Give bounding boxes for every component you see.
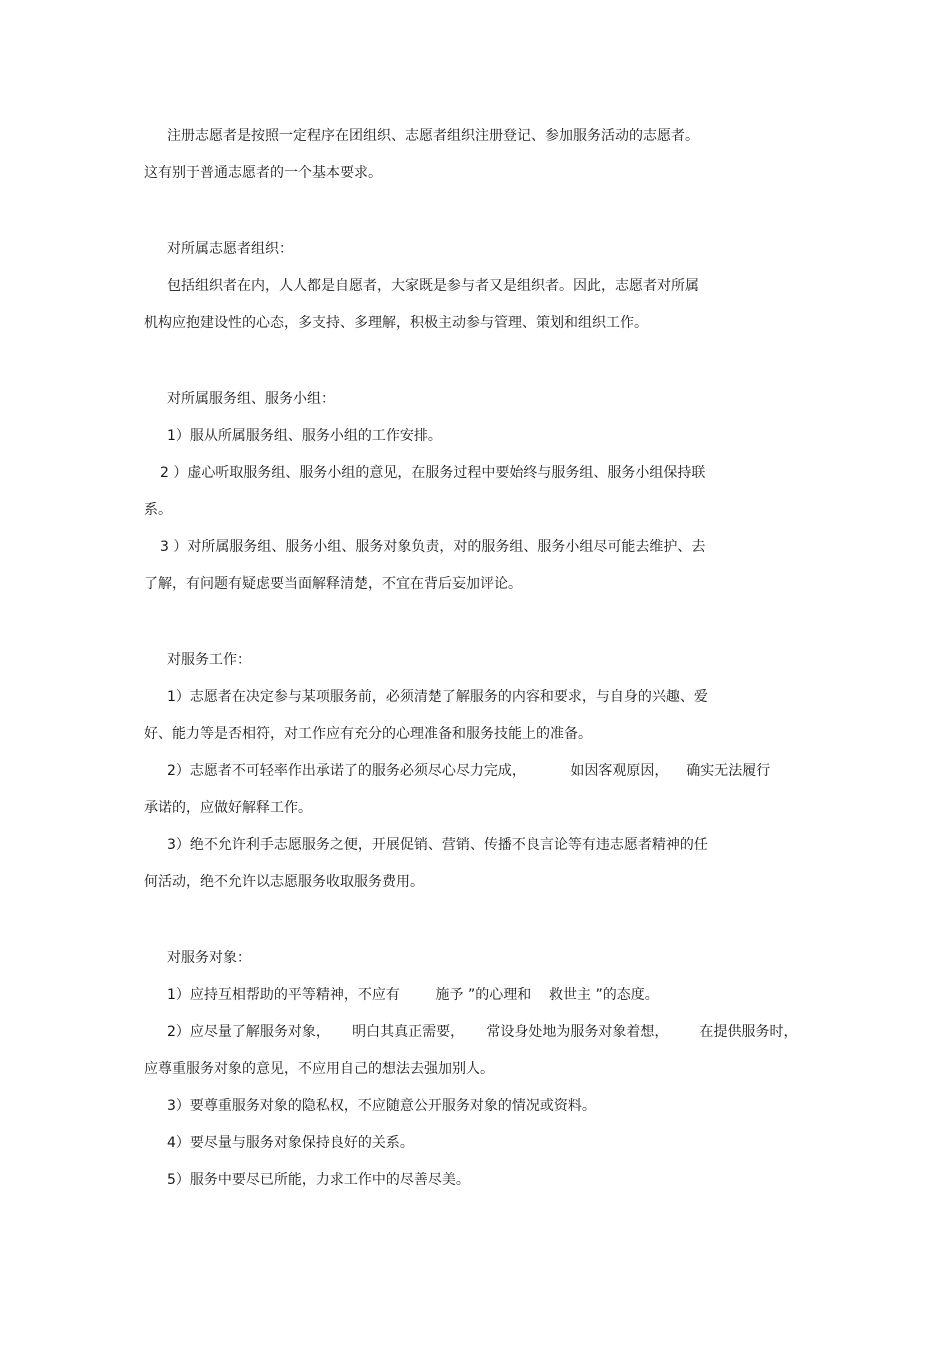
intro-line-2: 这有别于普通志愿者的一个基本要求。 <box>144 165 382 181</box>
service-group-item-3-cont: 了解，有问题有疑虑要当面解释清楚，不宜在背后妄加评论。 <box>144 576 522 592</box>
service-work-item-1-cont: 好、能力等是否相符，对工作应有充分的心理准备和服务技能上的准备。 <box>144 726 592 742</box>
section-heading-service-object: 对服务对象： <box>167 950 251 966</box>
service-group-item-3: 3 ）对所属服务组、服务小组、服务对象负责，对的服务组、服务小组尽可能去维护、去 <box>160 539 706 555</box>
section-heading-service-work: 对服务工作： <box>167 652 251 668</box>
intro-line-1: 注册志愿者是按照一定程序在团组织、志愿者组织注册登记、参加服务活动的志愿者。 <box>167 128 699 144</box>
service-object-item-5: 5）服务中要尽已所能，力求工作中的尽善尽美。 <box>167 1172 470 1188</box>
service-work-item-1: 1）志愿者在决定参与某项服务前，必须清楚了解服务的内容和要求，与自身的兴趣、爱 <box>167 689 708 705</box>
service-object-item-2-cont: 应尊重服务对象的意见，不应用自己的想法去强加别人。 <box>144 1061 494 1077</box>
service-group-item-2: 2 ）虚心听取服务组、服务小组的意见，在服务过程中要始终与服务组、服务小组保持联 <box>160 465 706 481</box>
service-work-item-3: 3）绝不允许利手志愿服务之便，开展促销、营销、传播不良言论等有违志愿者精神的任 <box>167 837 708 853</box>
organization-line-1: 包括组织者在内，人人都是自愿者，大家既是参与者又是组织者。因此，志愿者对所属 <box>167 278 699 294</box>
service-work-item-2-cont: 承诺的，应做好解释工作。 <box>144 800 312 816</box>
section-heading-organization: 对所属志愿者组织： <box>167 241 293 257</box>
section-heading-service-group: 对所属服务组、服务小组： <box>167 391 335 407</box>
service-group-item-1: 1）服从所属服务组、服务小组的工作安排。 <box>167 428 442 444</box>
service-work-item-2: 2）志愿者不可轻率作出承诺了的服务必须尽心尽力完成， 如因客观原因， 确实无法履行 <box>167 763 771 779</box>
service-object-item-3: 3）要尊重服务对象的隐私权，不应随意公开服务对象的情况或资料。 <box>167 1098 596 1114</box>
service-object-item-4: 4）要尽量与服务对象保持良好的关系。 <box>167 1135 414 1151</box>
organization-line-2: 机构应抱建设性的心态，多支持、多理解，积极主动参与管理、策划和组织工作。 <box>144 315 648 331</box>
service-work-item-3-cont: 何活动，绝不允许以志愿服务收取服务费用。 <box>144 874 424 890</box>
service-object-item-1: 1）应持互相帮助的平等精神，不应有 施予 ”的心理和 救世主 ”的态度。 <box>167 987 659 1003</box>
service-group-item-2-cont: 系。 <box>144 502 172 518</box>
service-object-item-2: 2）应尽量了解服务对象， 明白其真正需要， 常设身处地为服务对象着想， 在提供服务时， <box>167 1024 798 1040</box>
